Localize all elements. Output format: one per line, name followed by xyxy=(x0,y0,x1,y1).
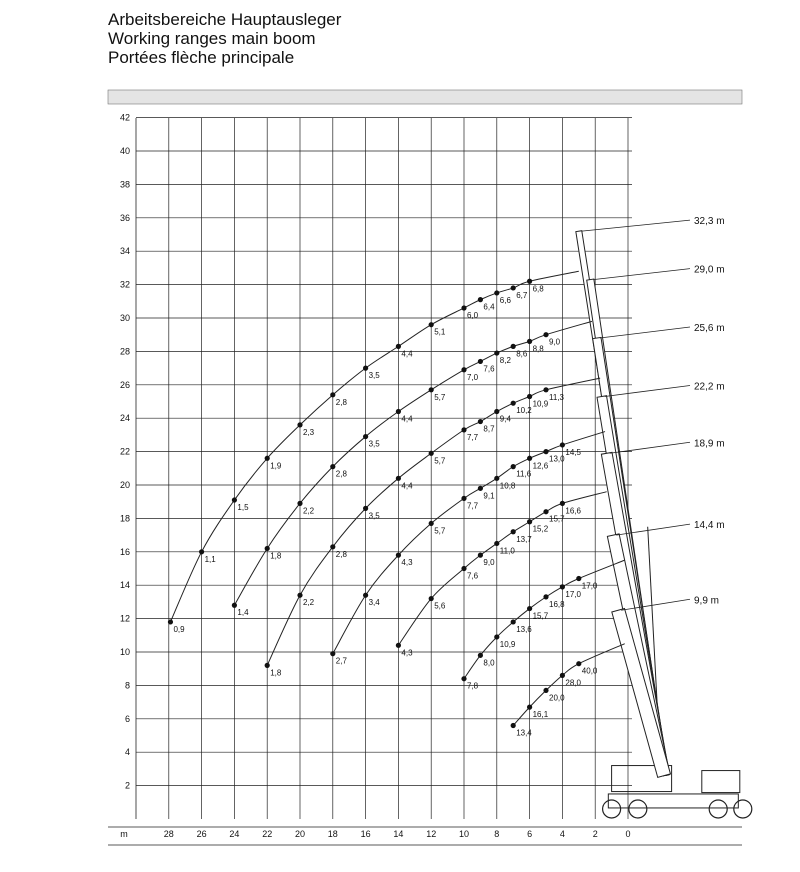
range-point xyxy=(461,566,466,571)
x-tick-label: 16 xyxy=(360,829,371,839)
boom-length-label: 14,4 m xyxy=(694,520,725,532)
y-tick-label: 10 xyxy=(119,647,130,657)
range-point xyxy=(232,497,237,502)
range-point xyxy=(265,456,270,461)
load-value-label: 16,6 xyxy=(565,506,581,516)
range-point xyxy=(363,434,368,439)
load-value-label: 28,0 xyxy=(565,678,581,688)
range-point xyxy=(543,449,548,454)
y-tick-label: 16 xyxy=(119,546,130,557)
range-point xyxy=(511,464,516,469)
load-value-label: 2,7 xyxy=(335,656,347,666)
boom-leader-line xyxy=(582,220,690,231)
load-value-label: 1,1 xyxy=(204,554,216,564)
range-point xyxy=(543,387,548,392)
range-point xyxy=(494,634,499,639)
load-value-label: 13,7 xyxy=(516,534,532,544)
range-point xyxy=(265,546,270,551)
boom-leader-line xyxy=(600,327,690,338)
range-point xyxy=(494,290,499,295)
range-point xyxy=(396,643,401,648)
load-value-label: 1,4 xyxy=(237,608,249,618)
crane-wheel xyxy=(629,800,647,818)
load-value-label: 5,1 xyxy=(434,327,446,337)
x-tick-label: 18 xyxy=(327,829,338,839)
x-tick-label: 6 xyxy=(527,829,533,839)
load-value-label: 2,2 xyxy=(303,506,315,516)
boom-length-label: 29,0 m xyxy=(694,264,725,276)
load-value-label: 10,9 xyxy=(499,639,516,649)
range-point xyxy=(527,519,532,524)
load-value-label: 4,4 xyxy=(401,481,413,491)
boom-length-label: 22,2 m xyxy=(694,381,725,393)
boom-length-label: 9,9 m xyxy=(694,595,720,607)
range-point xyxy=(363,593,368,598)
load-value-label: 13,4 xyxy=(516,728,532,738)
boom-leader-line xyxy=(593,269,690,280)
x-tick-label: 2 xyxy=(592,829,598,839)
range-point xyxy=(527,606,532,611)
range-point xyxy=(511,401,516,406)
y-tick-label: 22 xyxy=(119,446,130,457)
range-point xyxy=(429,596,434,601)
crane xyxy=(576,231,752,818)
y-tick-label: 30 xyxy=(119,313,130,323)
range-point xyxy=(297,422,302,427)
boom-length-label: 32,3 m xyxy=(694,216,725,228)
x-tick-label: 12 xyxy=(426,829,437,839)
header-band xyxy=(108,90,742,104)
range-point xyxy=(543,594,548,599)
load-value-label: 9,0 xyxy=(483,558,495,568)
x-tick-label: 10 xyxy=(458,829,470,839)
load-value-label: 10,8 xyxy=(499,481,516,491)
boom-length-label: 18,9 m xyxy=(694,438,725,450)
load-value-label: 4,4 xyxy=(401,349,413,359)
crane-wheel xyxy=(603,800,621,818)
range-point xyxy=(511,619,516,624)
range-point xyxy=(363,506,368,511)
range-point xyxy=(429,387,434,392)
load-value-label: 13,0 xyxy=(549,454,565,464)
x-tick-label: 26 xyxy=(196,829,207,839)
range-point xyxy=(478,553,483,558)
range-point xyxy=(429,451,434,456)
load-value-label: 11,3 xyxy=(549,392,564,402)
range-point xyxy=(527,394,532,399)
range-point xyxy=(478,486,483,491)
range-point xyxy=(560,501,565,506)
range-point xyxy=(429,322,434,327)
x-unit-label: m xyxy=(120,829,128,839)
range-point xyxy=(511,529,516,534)
load-value-label: 4,4 xyxy=(401,414,413,424)
working-range-curves xyxy=(168,271,625,737)
y-tick-label: 36 xyxy=(119,212,130,223)
range-point xyxy=(576,661,581,666)
range-point xyxy=(363,366,368,371)
load-value-label: 15,7 xyxy=(549,514,565,524)
load-value-label: 8,8 xyxy=(532,344,544,354)
load-value-label: 7,7 xyxy=(467,501,479,511)
load-value-label: 11,0 xyxy=(499,546,515,556)
load-value-label: 2,2 xyxy=(303,598,315,608)
load-value-label: 14,5 xyxy=(565,447,581,457)
crane-cab xyxy=(702,771,740,793)
load-value-label: 11,6 xyxy=(516,469,532,479)
range-point xyxy=(527,339,532,344)
x-tick-label: 22 xyxy=(262,829,273,839)
load-value-label: 7,7 xyxy=(467,432,479,442)
load-value-label: 7,6 xyxy=(483,364,495,374)
range-point xyxy=(511,285,516,290)
x-tick-label: 20 xyxy=(294,829,306,839)
y-tick-label: 18 xyxy=(119,513,130,524)
y-tick-label: 2 xyxy=(124,780,130,791)
load-value-label: 5,7 xyxy=(434,392,446,402)
y-tick-label: 42 xyxy=(119,112,130,123)
y-tick-label: 4 xyxy=(124,747,130,758)
range-point xyxy=(265,663,270,668)
load-value-label: 10,2 xyxy=(516,406,532,416)
range-point xyxy=(494,476,499,481)
load-value-label: 13,6 xyxy=(516,624,532,634)
load-value-label: 7,0 xyxy=(467,372,479,382)
load-value-label: 3,5 xyxy=(368,439,380,449)
load-value-label: 2,8 xyxy=(335,397,347,407)
range-point xyxy=(330,464,335,469)
load-value-label: 8,6 xyxy=(516,349,528,359)
load-value-label: 1,8 xyxy=(270,668,282,678)
range-point xyxy=(429,521,434,526)
y-tick-label: 8 xyxy=(124,680,130,691)
range-point xyxy=(297,501,302,506)
range-point xyxy=(199,549,204,554)
range-point xyxy=(527,456,532,461)
boom-length-label: 25,6 m xyxy=(694,323,725,335)
y-tick-label: 24 xyxy=(119,413,130,424)
load-value-label: 15,2 xyxy=(532,524,549,534)
load-value-label: 4,3 xyxy=(401,558,413,568)
load-value-label: 16,1 xyxy=(532,710,549,720)
y-tick-label: 28 xyxy=(119,346,130,357)
range-point xyxy=(511,723,516,728)
boom-leader-line xyxy=(610,442,690,453)
load-value-label: 17,0 xyxy=(581,581,598,591)
load-value-label: 5,7 xyxy=(434,526,446,536)
load-value-label: 5,7 xyxy=(434,456,446,466)
y-tick-label: 26 xyxy=(119,379,130,390)
crane-wheel xyxy=(709,800,727,818)
load-value-label: 6,6 xyxy=(499,295,511,305)
load-value-label: 9,0 xyxy=(549,337,561,347)
range-point xyxy=(494,409,499,414)
load-value-label: 3,5 xyxy=(368,371,380,381)
range-point xyxy=(494,541,499,546)
range-point xyxy=(232,603,237,608)
load-value-label: 0,9 xyxy=(173,624,185,634)
x-tick-label: 24 xyxy=(229,829,240,839)
range-point xyxy=(543,332,548,337)
load-value-label: 7,6 xyxy=(467,571,479,581)
load-value-label: 3,5 xyxy=(368,511,380,521)
load-value-label: 9,4 xyxy=(499,414,511,424)
range-point xyxy=(478,359,483,364)
load-value-label: 1,5 xyxy=(237,503,249,513)
range-point xyxy=(478,297,483,302)
load-value-label: 8,2 xyxy=(499,356,511,366)
range-point xyxy=(461,305,466,310)
load-value-label: 2,8 xyxy=(335,469,347,479)
load-value-label: 3,4 xyxy=(368,598,380,608)
x-tick-label: 0 xyxy=(625,829,631,839)
y-tick-label: 12 xyxy=(119,613,130,624)
crane-wheel xyxy=(734,800,752,818)
range-point xyxy=(461,367,466,372)
load-value-label: 1,9 xyxy=(270,461,282,471)
range-point xyxy=(543,688,548,693)
load-value-label: 5,6 xyxy=(434,601,446,611)
load-value-label: 6,0 xyxy=(467,310,479,320)
load-value-label: 17,0 xyxy=(565,589,581,599)
load-value-label: 8,7 xyxy=(483,424,495,434)
range-point xyxy=(478,419,483,424)
load-value-label: 6,4 xyxy=(483,302,495,312)
y-tick-label: 14 xyxy=(119,580,130,591)
range-point xyxy=(576,576,581,581)
load-value-label: 12,6 xyxy=(532,461,549,471)
load-value-label: 2,3 xyxy=(303,427,315,437)
load-value-label: 9,1 xyxy=(483,491,495,501)
range-point xyxy=(330,544,335,549)
range-point xyxy=(396,344,401,349)
range-point xyxy=(527,705,532,710)
load-value-label: 7,8 xyxy=(467,681,479,691)
range-point xyxy=(560,584,565,589)
y-tick-label: 32 xyxy=(119,279,130,290)
title-fr: Portées flèche principale xyxy=(108,48,295,67)
y-tick-label: 40 xyxy=(119,146,130,156)
range-point xyxy=(396,409,401,414)
x-tick-label: 4 xyxy=(559,829,565,839)
title-de: Arbeitsbereiche Hauptausleger xyxy=(108,10,342,29)
load-value-label: 20,0 xyxy=(549,693,565,703)
range-point xyxy=(527,279,532,284)
load-value-label: 10,9 xyxy=(532,399,549,409)
range-curve xyxy=(333,432,605,654)
y-tick-label: 20 xyxy=(119,480,130,490)
range-point xyxy=(461,496,466,501)
range-point xyxy=(543,509,548,514)
range-point xyxy=(560,673,565,678)
range-point xyxy=(511,344,516,349)
boom-leader-line xyxy=(605,385,690,396)
range-point xyxy=(396,476,401,481)
range-point xyxy=(560,442,565,447)
load-value-label: 6,8 xyxy=(532,284,544,294)
range-point xyxy=(330,651,335,656)
y-tick-label: 38 xyxy=(119,179,130,190)
range-point xyxy=(297,593,302,598)
range-point xyxy=(168,619,173,624)
load-value-label: 1,8 xyxy=(270,551,282,561)
load-value-label: 15,7 xyxy=(532,611,549,621)
load-value-label: 8,0 xyxy=(483,658,495,668)
grid xyxy=(136,118,632,819)
x-tick-label: 8 xyxy=(494,829,500,839)
range-point xyxy=(461,676,466,681)
load-value-label: 6,7 xyxy=(516,290,528,300)
load-value-label: 16,8 xyxy=(549,599,565,609)
title-en: Working ranges main boom xyxy=(108,29,316,48)
y-tick-label: 34 xyxy=(119,246,130,257)
range-point xyxy=(478,653,483,658)
load-value-label: 40,0 xyxy=(581,666,598,676)
load-value-label: 2,8 xyxy=(335,549,347,559)
load-value-label: 4,3 xyxy=(401,648,413,658)
range-point xyxy=(396,553,401,558)
x-tick-label: 28 xyxy=(163,829,174,839)
range-point xyxy=(494,350,499,355)
range-point xyxy=(330,392,335,397)
range-point xyxy=(461,427,466,432)
x-tick-label: 14 xyxy=(393,829,404,839)
y-tick-label: 6 xyxy=(124,713,130,724)
